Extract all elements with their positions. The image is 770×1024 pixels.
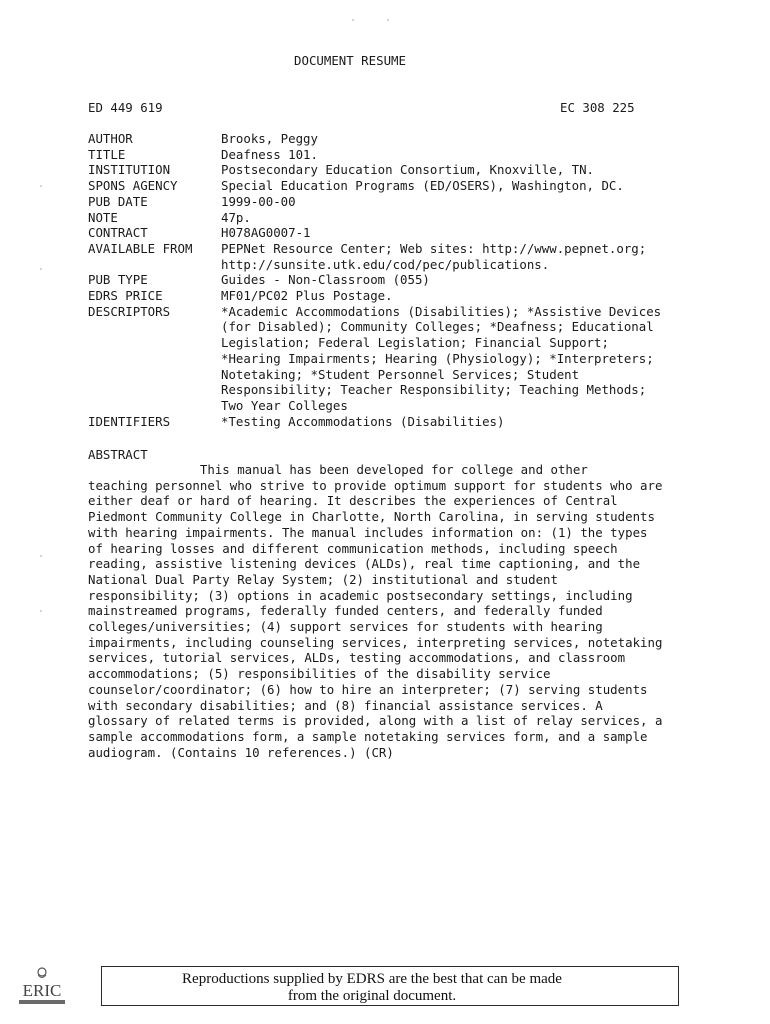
- abstract-line: sample accommodations form, a sample notetaking services form, and a sample: [88, 728, 648, 744]
- abstract-line: This manual has been developed for college and other: [88, 462, 588, 477]
- field-row: [88, 241, 728, 272]
- scan-speck: [40, 185, 42, 187]
- reproduction-notice-line2: from the original document.: [287, 988, 457, 1004]
- abstract-line: accommodations; (5) responsibilities of the disability service: [88, 666, 551, 682]
- field-value-line: *Testing Accommodations (Disabilities): [221, 413, 505, 429]
- field-label: AVAILABLE FROM: [88, 240, 193, 256]
- abstract-line: audiogram. (Contains 10 references.) (CR): [88, 744, 394, 760]
- abstract-line: of hearing losses and different communication methods, including speech: [88, 540, 618, 556]
- field-value-line: MF01/PC02 Plus Postage.: [221, 288, 393, 304]
- field-value-line: Notetaking; *Student Personnel Services; Student: [221, 366, 580, 382]
- abstract-line: responsibility; (3) options in academic postsecondary settings, including: [88, 587, 633, 603]
- field-row: [88, 414, 728, 430]
- field-value-line: Responsibility; Teacher Responsibility; Teaching Methods;: [221, 382, 647, 398]
- field-value-line: Guides - Non-Classroom (055): [221, 272, 430, 288]
- field-row: [88, 225, 728, 241]
- scan-speck: [40, 268, 42, 270]
- abstract-label: ABSTRACT: [88, 447, 148, 462]
- ed-number: ED 449 619: [88, 100, 163, 115]
- field-label: DESCRIPTORS: [88, 303, 171, 319]
- field-value: [221, 288, 393, 304]
- field-value-line: (for Disabled); Community Colleges; *Deafness; Educational: [221, 319, 654, 335]
- field-value: [221, 162, 594, 178]
- scan-speck: [40, 555, 42, 557]
- field-label: TITLE: [88, 146, 126, 162]
- document-title: DOCUMENT RESUME: [294, 53, 406, 68]
- field-row: [88, 194, 728, 210]
- field-value-line: Special Education Programs (ED/OSERS), Washington, DC.: [221, 178, 624, 194]
- abstract-line: Piedmont Community College in Charlotte, North Carolina, in serving students: [88, 509, 655, 525]
- abstract-text: [88, 462, 662, 760]
- scan-speck: [387, 19, 389, 21]
- field-value-line: Two Year Colleges: [221, 397, 348, 413]
- field-label: EDRS PRICE: [88, 288, 163, 304]
- abstract-line: teaching personnel who strive to provide optimum support for students who are: [88, 477, 663, 493]
- field-value-line: 47p.: [221, 209, 251, 225]
- field-value: [221, 210, 251, 226]
- field-label: IDENTIFIERS: [88, 413, 171, 429]
- field-value-line: *Academic Accommodations (Disabilities); *Assistive Devices: [221, 303, 662, 319]
- eric-logo: [16, 966, 68, 1006]
- abstract-line: with hearing impairments. The manual includes information on: (1) the types: [88, 524, 648, 540]
- field-value: [221, 131, 318, 147]
- field-value-line: Brooks, Peggy: [221, 131, 318, 146]
- eric-logo-text: ERIC: [22, 981, 62, 1000]
- field-value-line: H078AG0007-1: [221, 225, 311, 241]
- field-row: [88, 304, 728, 414]
- field-value-line: http://sunsite.utk.edu/cod/pec/publications.: [221, 256, 550, 272]
- abstract-line: with secondary disabilities; and (8) financial assistance services. A: [88, 697, 603, 713]
- field-row: [88, 147, 728, 163]
- field-value-line: *Hearing Impairments; Hearing (Physiology); *Interpreters;: [221, 350, 654, 366]
- field-value: [221, 241, 646, 272]
- reproduction-notice-line1: Reproductions supplied by EDRS are the best that can be made: [182, 971, 562, 987]
- abstract-line: mainstreamed programs, federally funded centers, and federally funded: [88, 603, 603, 619]
- metadata-fields: [88, 131, 728, 429]
- abstract-line: either deaf or hard of hearing. It describes the experiences of Central: [88, 493, 618, 509]
- field-value-line: 1999-00-00: [221, 193, 296, 209]
- field-label: SPONS AGENCY: [88, 178, 178, 194]
- field-value-line: Postsecondary Education Consortium, Knoxville, TN.: [221, 162, 594, 178]
- scan-speck: [352, 19, 354, 21]
- abstract-line: reading, assistive listening devices (ALDs), real time captioning, and the: [88, 556, 641, 572]
- field-value-line: PEPNet Resource Center; Web sites: http://www.pepnet.org;: [221, 240, 647, 256]
- scan-speck: [40, 610, 42, 612]
- field-label: CONTRACT: [88, 225, 148, 241]
- field-label: PUB TYPE: [88, 272, 148, 288]
- field-value: [221, 272, 430, 288]
- field-row: [88, 288, 728, 304]
- field-label: INSTITUTION: [88, 162, 171, 178]
- abstract-line: counselor/coordinator; (6) how to hire an interpreter; (7) serving students: [88, 681, 648, 697]
- abstract-line: services, tutorial services, ALDs, testing accommodations, and classroom: [88, 650, 626, 666]
- field-value: [221, 414, 504, 430]
- field-label: AUTHOR: [88, 131, 133, 146]
- field-value: [221, 304, 661, 414]
- field-value: [221, 178, 624, 194]
- field-label: PUB DATE: [88, 193, 148, 209]
- field-value: [221, 194, 296, 210]
- abstract-line: impairments, including counseling services, interpreting services, notetaking: [88, 634, 663, 650]
- ec-number: EC 308 225: [560, 100, 635, 115]
- field-label: NOTE: [88, 209, 118, 225]
- field-row: [88, 162, 728, 178]
- field-value-line: Legislation; Federal Legislation; Financial Support;: [221, 335, 609, 351]
- field-value: [221, 225, 311, 241]
- field-value: [221, 147, 318, 163]
- abstract-line: glossary of related terms is provided, along with a list of relay services, a: [88, 713, 663, 729]
- abstract-line: National Dual Party Relay System; (2) institutional and student: [88, 571, 558, 587]
- abstract-line: colleges/universities; (4) support services for students with hearing: [88, 619, 603, 635]
- field-row: [88, 131, 728, 147]
- field-row: [88, 210, 728, 226]
- field-row: [88, 178, 728, 194]
- reproduction-notice: [101, 966, 679, 1006]
- field-row: [88, 272, 728, 288]
- field-value-line: Deafness 101.: [221, 146, 318, 162]
